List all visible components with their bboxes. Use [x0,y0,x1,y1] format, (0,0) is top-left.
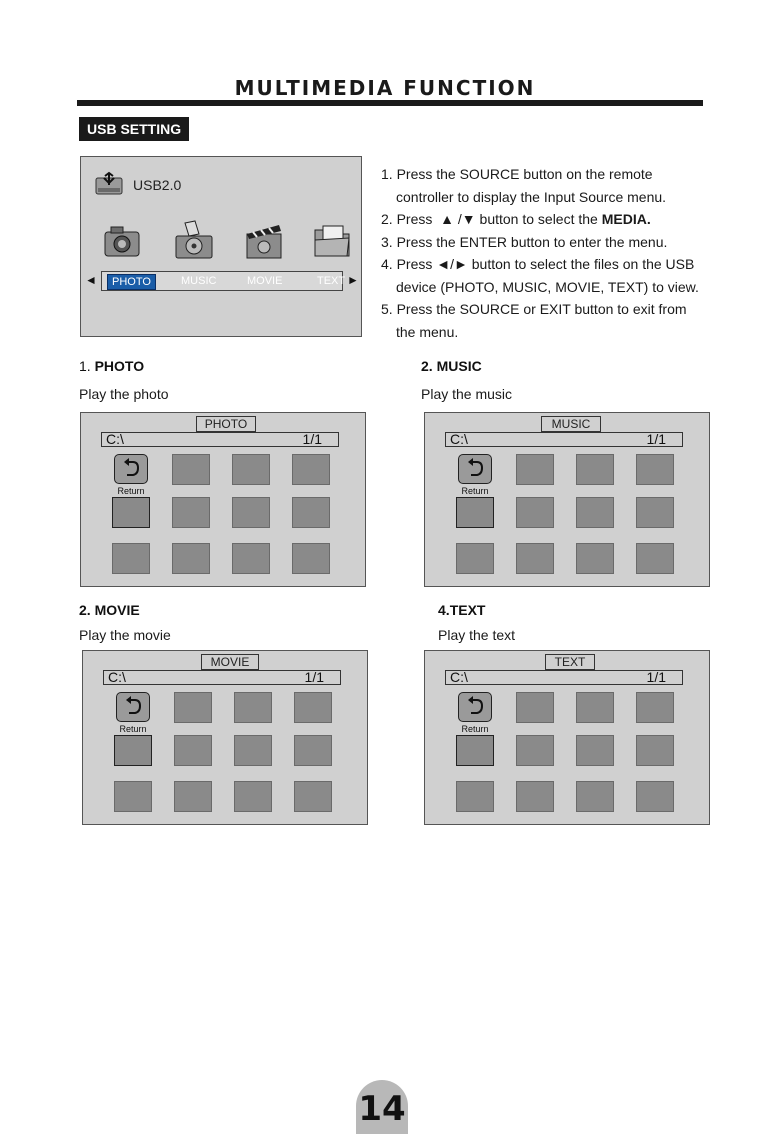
file-tile[interactable] [576,692,614,723]
up-down-arrows-icon: ▲ /▼ [440,211,476,227]
section-text-music: Play the music [421,386,513,402]
file-tile[interactable] [232,497,270,528]
section-heading-music: 2. MUSIC [421,358,482,374]
folder-icon [311,220,353,260]
file-tile[interactable] [174,735,212,766]
file-tile[interactable] [234,735,272,766]
file-tile[interactable] [636,781,674,812]
return-label: Return [117,486,145,496]
page-count: 1/1 [646,669,666,685]
page-title: MULTIMEDIA FUNCTION [234,76,536,100]
music-player-icon [173,220,215,260]
left-right-arrows-icon: ◄/► [436,256,468,272]
usb-drive-icon [95,170,123,196]
path-text: C:\ [450,431,468,447]
return-arrow-icon [115,455,147,483]
return-button[interactable] [458,692,492,722]
instruction-line: the menu. [396,323,459,340]
return-label: Return [461,486,489,496]
file-tile[interactable] [114,735,152,766]
return-arrow-icon [117,693,149,721]
file-tile[interactable] [292,497,330,528]
file-tile[interactable] [234,781,272,812]
path-bar [103,670,341,685]
file-tile[interactable] [294,692,332,723]
file-tile[interactable] [636,497,674,528]
file-tile[interactable] [636,735,674,766]
file-tile[interactable] [516,454,554,485]
file-tile[interactable] [516,543,554,574]
title-rule [77,100,703,106]
instructions [381,163,721,343]
instruction-line: 2. Press ▲ /▼ button to select the MEDIA. [381,211,651,227]
menu-item-text[interactable]: TEXT [317,275,346,287]
page-count: 1/1 [646,431,666,447]
file-tile[interactable] [576,497,614,528]
path-bar [445,670,683,685]
file-tile[interactable] [232,543,270,574]
file-tile[interactable] [636,692,674,723]
file-tile[interactable] [294,735,332,766]
file-browser-panel [424,412,710,587]
menu-item-music[interactable]: MUSIC [181,275,217,287]
file-tile[interactable] [636,543,674,574]
instruction-line: 3. Press the ENTER button to enter the menu. [381,233,668,250]
return-label: Return [461,724,489,734]
file-tile[interactable] [516,692,554,723]
file-tile[interactable] [112,497,150,528]
section-text-movie: Play the movie [79,627,171,643]
return-arrow-icon [459,693,491,721]
file-tile[interactable] [234,692,272,723]
instruction-line: 4. Press ◄/► button to select the files on the USB [381,256,695,272]
file-tile[interactable] [232,454,270,485]
file-tile[interactable] [456,497,494,528]
path-bar [445,432,683,447]
camera-icon [101,220,143,260]
file-tile[interactable] [174,781,212,812]
file-tile[interactable] [292,454,330,485]
file-tile[interactable] [456,543,494,574]
film-clapper-icon [243,220,285,260]
page-count: 1/1 [304,669,324,685]
section-heading-movie: 2. MOVIE [79,602,140,618]
file-tile[interactable] [576,735,614,766]
path-text: C:\ [106,431,124,447]
section-text-photo: Play the photo [79,386,169,402]
page-number: 14 [356,1080,408,1134]
menu-left-arrow[interactable]: ◄ [85,273,97,287]
source-menu-panel [80,156,362,337]
file-tile[interactable] [576,454,614,485]
file-tile[interactable] [172,497,210,528]
section-text-text: Play the text [438,627,516,643]
path-text: C:\ [108,669,126,685]
menu-right-arrow[interactable]: ► [347,273,359,287]
section-heading-photo: 1. PHOTO [79,358,145,374]
file-browser-panel [424,650,710,825]
panel-tag: TEXT [545,654,595,670]
file-tile[interactable] [292,543,330,574]
instruction-line: 5. Press the SOURCE or EXIT button to exit from [381,301,687,317]
file-tile[interactable] [114,781,152,812]
device-label: USB2.0 [133,177,182,193]
menu-item-photo[interactable]: PHOTO [107,274,156,290]
file-tile[interactable] [516,735,554,766]
file-tile[interactable] [174,692,212,723]
panel-tag: PHOTO [196,416,256,432]
panel-tag: MUSIC [541,416,601,432]
file-browser-panel [82,650,368,825]
file-tile[interactable] [456,735,494,766]
instruction-line: device (PHOTO, MUSIC, MOVIE, TEXT) to view. [396,278,699,295]
return-button[interactable] [114,454,148,484]
file-tile[interactable] [456,781,494,812]
file-tile[interactable] [516,781,554,812]
path-text: C:\ [450,669,468,685]
panel-tag: MOVIE [201,654,259,670]
file-tile[interactable] [576,543,614,574]
file-tile[interactable] [636,454,674,485]
file-tile[interactable] [172,543,210,574]
return-button[interactable] [458,454,492,484]
section-badge: USB SETTING [79,117,189,141]
return-arrow-icon [459,455,491,483]
file-tile[interactable] [112,543,150,574]
file-tile[interactable] [294,781,332,812]
return-label: Return [119,724,147,734]
instruction-line: controller to display the Input Source menu. [396,188,667,205]
file-tile[interactable] [576,781,614,812]
menu-item-movie[interactable]: MOVIE [247,275,283,287]
file-tile[interactable] [516,497,554,528]
file-tile[interactable] [172,454,210,485]
path-bar [101,432,339,447]
instruction-line: 1. Press the SOURCE button on the remote [381,166,653,182]
page-count: 1/1 [302,431,322,447]
file-browser-panel [80,412,366,587]
return-button[interactable] [116,692,150,722]
section-heading-text: 4.TEXT [438,602,486,618]
